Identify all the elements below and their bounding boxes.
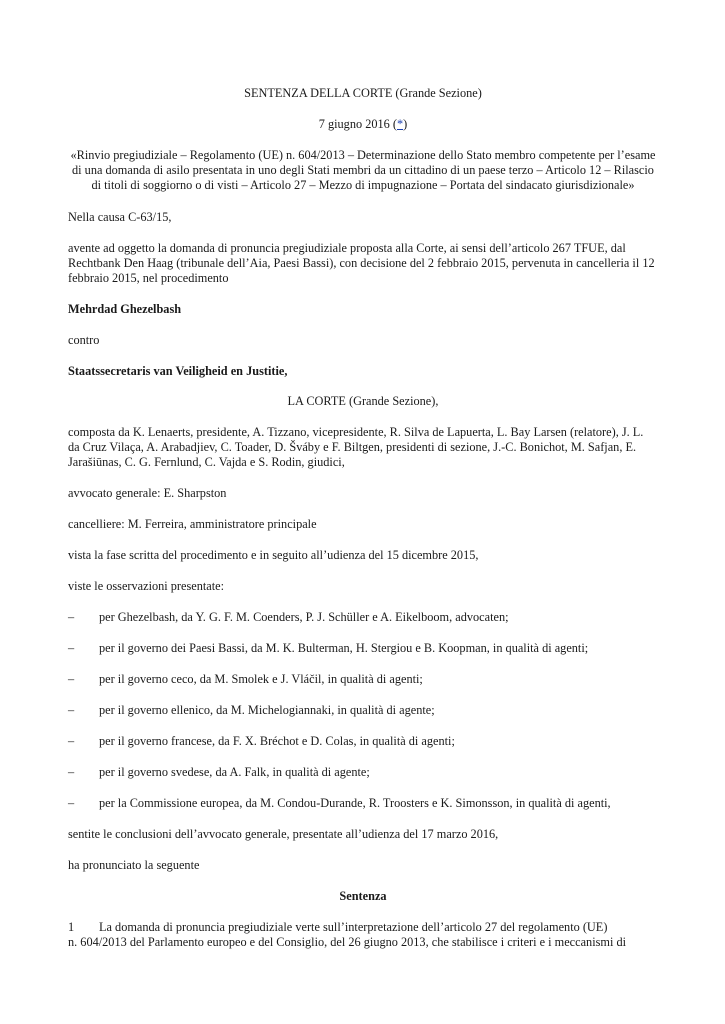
list-item	[68, 641, 658, 656]
observer-text: per la Commissione europea, da M. Condou‑Durande, R. Troosters e K. Simonsson, in qualità di agenti,	[99, 796, 611, 810]
conclusions: sentite le conclusioni dell’avvocato generale, presentate all’udienza del 17 marzo 2016,	[68, 827, 499, 841]
dash-bullet: –	[68, 796, 75, 810]
observer-text: per Ghezelbash, da Y. G. F. M. Coenders, P. J. Schüller e A. Eikelboom, advocaten;	[99, 610, 509, 624]
contro-text: contro	[68, 333, 100, 347]
applicant-name: Mehrdad Ghezelbash	[68, 302, 182, 316]
advocate-general: avvocato generale: E. Sharpston	[68, 486, 227, 500]
observer-text: per il governo ceco, da M. Smolek e J. Vláčil, in qualità di agenti;	[99, 672, 423, 686]
date-close: )	[403, 117, 408, 131]
case-intro: avente ad oggetto la domanda di pronuncia pregiudiziale proposta alla Corte, ai sensi dell’articolo 267 TFUE, dal Rechtbank Den Haag (tribunale dell’Aia, Paesi Bassi), con decisione del 2 febbraio 2015, pervenuta in cancelleria il 12 febbraio 2015, nel procedimento	[68, 241, 655, 285]
list-item	[68, 703, 658, 718]
list-item	[68, 765, 658, 780]
dash-bullet: –	[68, 734, 75, 748]
observer-text: per il governo francese, da F. X. Bréchot e D. Colas, in qualità di agenti;	[99, 734, 455, 748]
date-text: 7 giugno 2016 (	[318, 117, 397, 131]
observer-text: per il governo dei Paesi Bassi, da M. K. Bulterman, H. Stergiou e B. Koopman, in qualità di agenti;	[99, 641, 589, 655]
court-heading: LA CORTE (Grande Sezione),	[287, 394, 439, 408]
registrar: cancelliere: M. Ferreira, amministratore principale	[68, 517, 317, 531]
footnote-link[interactable]: *	[396, 117, 404, 131]
list-item	[68, 796, 658, 811]
observers-list	[68, 610, 658, 811]
list-item	[68, 672, 658, 687]
observer-text: per il governo ellenico, da M. Michelogiannaki, in qualità di agente;	[99, 703, 435, 717]
defendant-name: Staatssecretaris van Veiligheid en Justitie,	[68, 364, 288, 378]
court-composition: composta da K. Lenaerts, presidente, A. Tizzano, vicepresidente, R. Silva de Lapuerta, L. Bay Larsen (relatore), J. L. da Cruz Vilaça, A. Arabadjiev, C. Toader, D. Šváby e F. Biltgen, presidenti di sezione, J.‑C. Bonichot, M. Safjan, E. Jarašiūnas, C. G. Fernlund, C. Vajda e S. Rodin, giudici,	[68, 425, 644, 469]
paragraph-number: 1	[68, 920, 75, 934]
list-item	[68, 610, 658, 625]
dash-bullet: –	[68, 641, 75, 655]
written-procedure: vista la fase scritta del procedimento e in seguito all’udienza del 15 dicembre 2015,	[68, 548, 479, 562]
paragraph-1	[68, 920, 658, 950]
judgment-heading: Sentenza	[339, 889, 387, 903]
document-page	[68, 86, 658, 950]
dash-bullet: –	[68, 672, 75, 686]
judgment-title: SENTENZA DELLA CORTE (Grande Sezione)	[244, 86, 482, 100]
case-number: Nella causa C‑63/15,	[68, 210, 172, 224]
subject-keywords: «Rinvio pregiudiziale – Regolamento (UE) n. 604/2013 – Determinazione dello Stato membro competente per l’esame di una domanda di asilo presentata in uno degli Stati membri da un cittadino di un paese terzo – Articolo 12 – Rilascio di titoli di soggiorno o di visti – Articolo 27 – Mezzo di impugnazione – Portata del sindacato giurisdizionale»	[70, 148, 656, 192]
observer-text: per il governo svedese, da A. Falk, in qualità di agente;	[99, 765, 370, 779]
list-item	[68, 734, 658, 749]
dash-bullet: –	[68, 765, 75, 779]
observations-intro: viste le osservazioni presentate:	[68, 579, 225, 593]
dash-bullet: –	[68, 703, 75, 717]
paragraph-text-line1: La domanda di pronuncia pregiudiziale verte sull’interpretazione dell’articolo 27 del regolamento (UE)	[99, 920, 608, 934]
pronounced: ha pronunciato la seguente	[68, 858, 200, 872]
judgment-date	[68, 117, 658, 132]
paragraph-text-line2: n. 604/2013 del Parlamento europeo e del Consiglio, del 26 giugno 2013, che stabilisce i criteri e i meccanismi di	[68, 935, 627, 949]
dash-bullet: –	[68, 610, 75, 624]
